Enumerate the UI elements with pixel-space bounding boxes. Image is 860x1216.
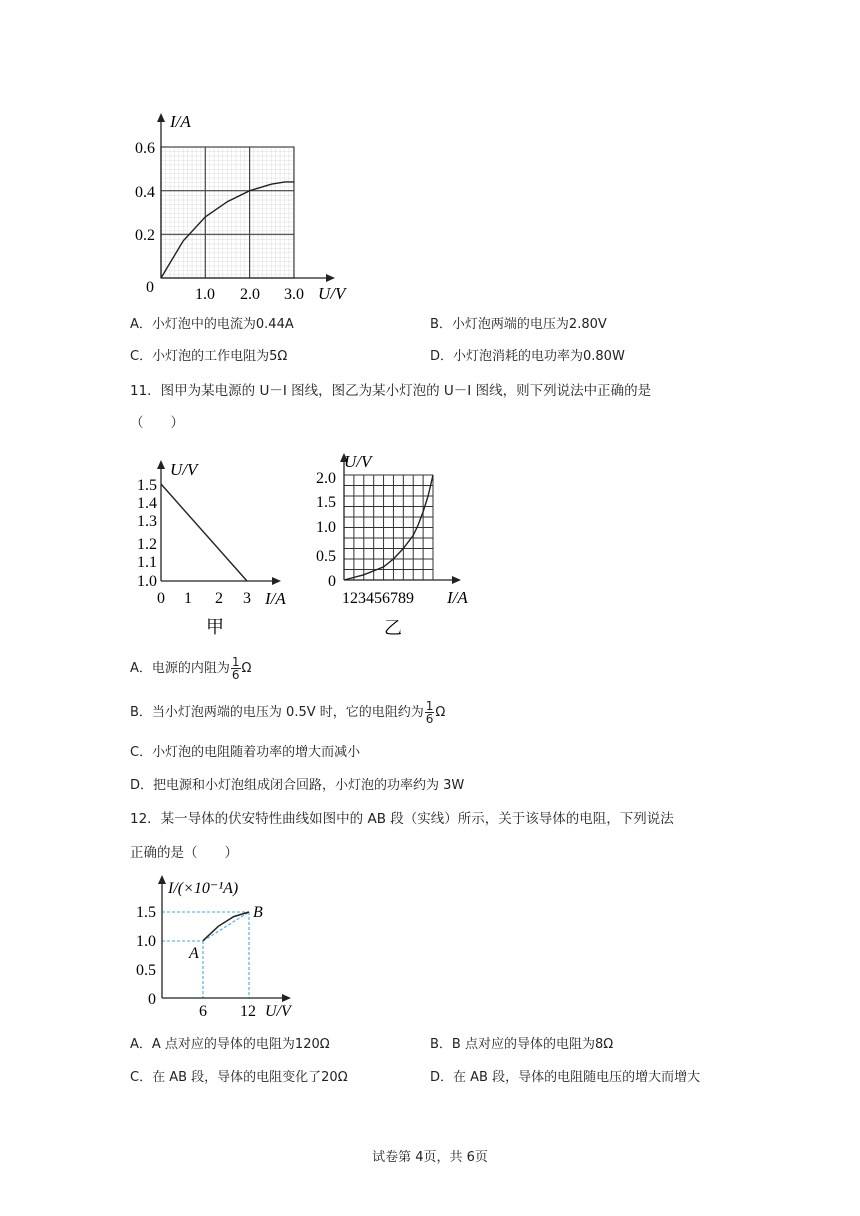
point-a-label: A <box>189 945 199 962</box>
y-tick-label: 1.0 <box>136 933 156 950</box>
fraction-numerator: 1 <box>425 699 434 713</box>
y-tick-label: 1.0 <box>137 573 157 590</box>
y-tick-label: 1.1 <box>137 554 157 571</box>
x-tick-labels: 123456789 <box>342 590 414 607</box>
ohm-unit: Ω <box>241 661 252 676</box>
q10-option-d[interactable]: D．小灯泡消耗的电功率为0.80W <box>430 349 625 364</box>
figure-yi-lamp-ui <box>300 448 490 643</box>
y-tick-label: 0.5 <box>136 962 156 979</box>
y-tick-label: 0.2 <box>135 227 155 244</box>
y-tick-label: 0 <box>328 573 336 590</box>
y-tick-label: 0 <box>148 991 156 1008</box>
q11-option-a[interactable] <box>130 656 251 682</box>
y-tick-label: 0.5 <box>316 548 336 565</box>
q10-option-b[interactable]: B．小灯泡两端的电压为2.80V <box>430 317 607 332</box>
x-axis-label: U/V <box>265 1003 291 1020</box>
x-axis-arrow <box>282 994 291 1002</box>
y-axis-label: I/(×10⁻¹A) <box>168 880 239 897</box>
y-tick-label: 1.3 <box>137 513 157 530</box>
x-tick-label: 3 <box>243 590 251 607</box>
fraction-denominator: 6 <box>231 668 240 682</box>
fraction-denominator: 6 <box>425 712 434 726</box>
x-tick-label: 1 <box>184 590 192 607</box>
x-tick-label: 3.0 <box>284 286 304 303</box>
figure-caption: 甲 <box>206 617 224 637</box>
x-tick-label: 2 <box>215 590 223 607</box>
q11-option-c[interactable]: C．小灯泡的电阻随着功率的增大而减小 <box>130 745 361 760</box>
x-axis-arrow <box>272 577 281 585</box>
x-axis-label: U/V <box>318 284 346 303</box>
q12-stem-line2: 正确的是（ ） <box>130 845 238 861</box>
y-tick-label: 1.0 <box>316 519 336 536</box>
y-axis-label: U/V <box>170 460 198 479</box>
y-axis-arrow <box>157 460 165 469</box>
y-axis-arrow <box>158 875 166 884</box>
x-tick-label: 12 <box>240 1003 256 1020</box>
point-b-label: B <box>253 904 263 921</box>
y-axis-label: I/A <box>170 112 191 131</box>
y-tick-label: 1.5 <box>137 477 157 494</box>
y-tick-label: 1.5 <box>316 494 336 511</box>
fraction <box>425 700 435 725</box>
y-axis-arrow <box>157 113 165 122</box>
q12-option-b[interactable]: B．B 点对应的导体的电阻为8Ω <box>430 1037 614 1052</box>
q12-option-c[interactable]: C．在 AB 段，导体的电阻变化了20Ω <box>130 1070 348 1085</box>
x-axis-arrow <box>326 274 335 282</box>
option-text: B．当小灯泡两端的电压为 0.5V 时，它的电阻约为 <box>130 705 424 720</box>
x-tick-label: 1.0 <box>195 286 215 303</box>
q11-stem: 11．图甲为某电源的 U－I 图线，图乙为某小灯泡的 U－I 图线，则下列说法中正确的是 <box>130 383 652 399</box>
x-tick-label: 6 <box>199 1003 207 1020</box>
figure-q12-iu-graph <box>125 870 335 1020</box>
y-tick-label: 1.5 <box>136 904 156 921</box>
fraction <box>231 656 241 681</box>
grid <box>344 475 433 580</box>
x-axis-arrow <box>452 576 461 584</box>
dashed-guides <box>162 912 249 998</box>
source-ui-line <box>161 484 247 581</box>
x-tick-label: 0 <box>157 590 165 607</box>
figure-caption: 乙 <box>384 618 402 638</box>
x-tick-label: 2.0 <box>240 286 260 303</box>
figure-lamp-iu-graph <box>125 105 365 305</box>
figure-jia-source-ui <box>125 455 300 640</box>
page-footer: 试卷第 4页，共 6页 <box>372 1150 488 1165</box>
y-tick-label: 0.6 <box>135 140 155 157</box>
y-axis-label: U/V <box>344 452 372 471</box>
q11-answer-paren: （ ） <box>130 415 184 431</box>
y-tick-label: 0.4 <box>135 184 155 201</box>
q11-option-b[interactable] <box>130 700 445 726</box>
q11-option-d[interactable]: D．把电源和小灯泡组成闭合回路，小灯泡的功率约为 3W <box>130 778 465 793</box>
x-axis-label: I/A <box>265 589 286 608</box>
y-tick-label: 2.0 <box>316 470 336 487</box>
y-tick-label: 1.2 <box>137 536 157 553</box>
ohm-unit: Ω <box>435 705 446 720</box>
q12-option-d[interactable]: D．在 AB 段，导体的电阻随电压的增大而增大 <box>430 1070 701 1085</box>
q10-option-a[interactable]: A．小灯泡中的电流为0.44A <box>130 317 294 332</box>
x-axis-label: I/A <box>447 588 468 607</box>
option-text: A．电源的内阻为 <box>130 661 230 676</box>
origin-label: 0 <box>146 279 154 296</box>
fine-grid <box>161 147 294 278</box>
q12-stem-line1: 12．某一导体的伏安特性曲线如图中的 AB 段（实线）所示，关于该导体的电阻，下列说法 <box>130 811 674 827</box>
fraction-numerator: 1 <box>231 655 240 669</box>
q10-option-c[interactable]: C．小灯泡的工作电阻为5Ω <box>130 349 288 364</box>
y-tick-label: 1.4 <box>137 495 157 512</box>
q12-option-a[interactable]: A．A 点对应的导体的电阻为120Ω <box>130 1037 330 1052</box>
